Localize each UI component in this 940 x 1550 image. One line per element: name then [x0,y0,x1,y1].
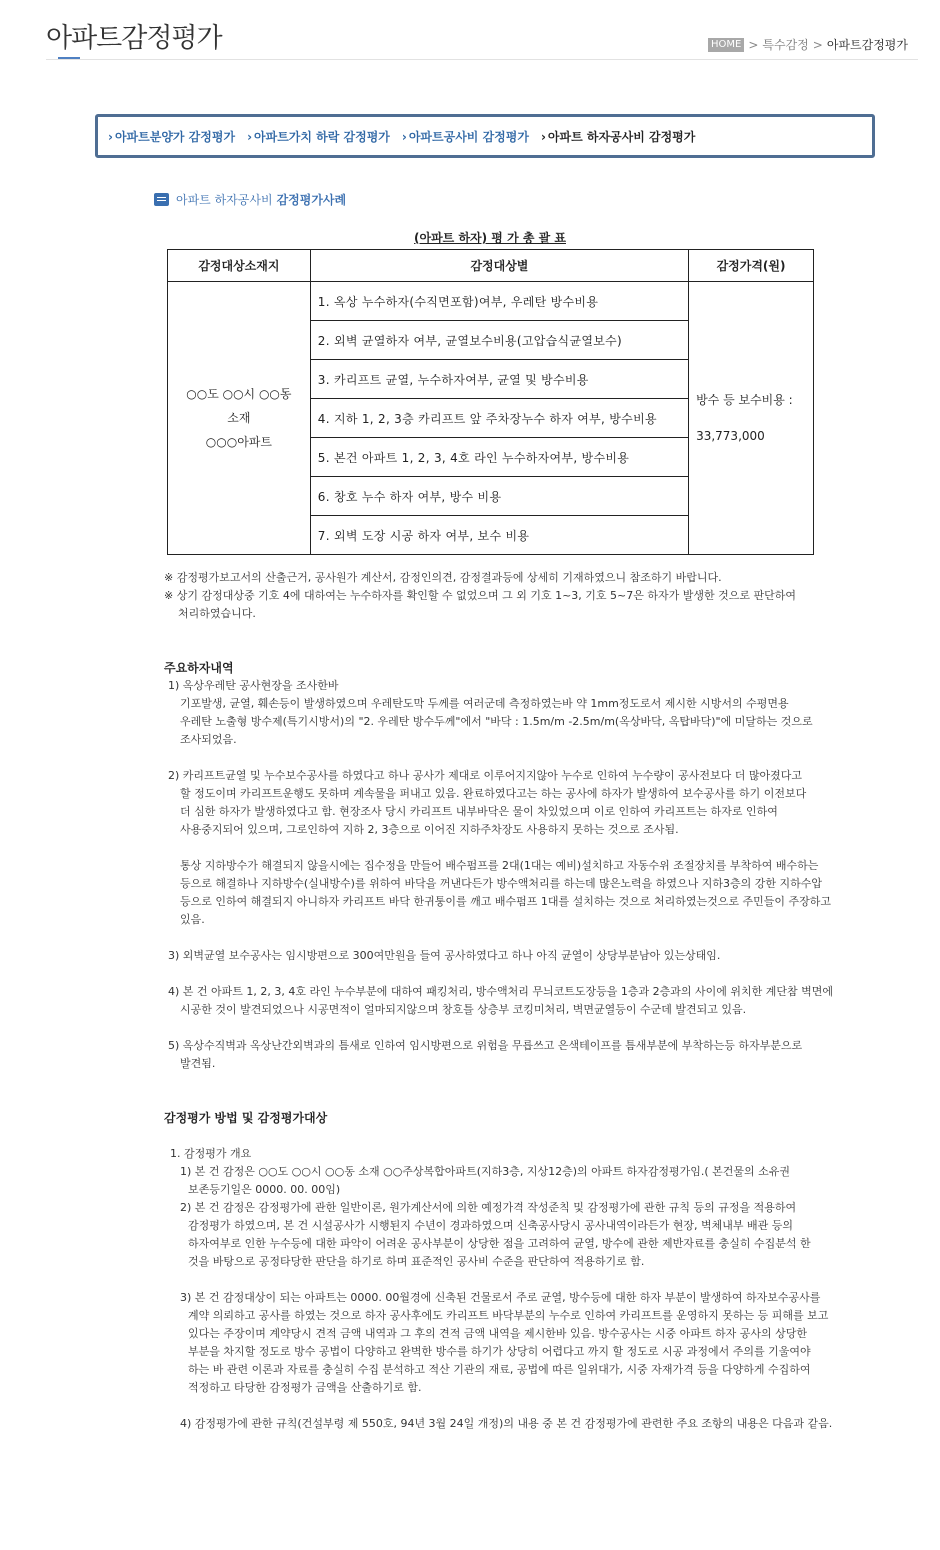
sub-tab-bar [95,114,875,158]
table-row [168,282,814,321]
item-cell: 1. 옥상 누수하자(수직면포함)여부, 우레탄 방수비용 [310,282,688,321]
item-cell: 2. 외벽 균열하자 여부, 균열보수비용(고압습식균열보수) [310,321,688,360]
defect-line: 기포발생, 균열, 훼손등이 발생하였으며 우레탄도막 두께를 여러군데 측정하였는바 약 1mm정도로서 제시한 시방서의 수평면용 [180,697,789,710]
page-title: 아파트감정평가 [46,23,222,54]
chevron-right-icon: › [108,129,113,144]
method-line: 적정하고 타당한 감정평가 금액을 산출하기로 함. [188,1381,422,1394]
notes [164,569,844,623]
table-header-row [168,250,814,282]
defect-line: 1) 옥상우레탄 공사현장을 조사한바 [168,679,339,692]
method-line: 것을 바탕으로 공정타당한 판단을 하기로 하며 표준적인 공사비 수준을 판단하여 적용하기로 함. [188,1255,645,1268]
column-header-items: 감정대상별 [310,250,688,282]
note-line: 처리하였습니다. [178,607,256,620]
defect-line: 통상 지하방수가 해결되지 않을시에는 집수정을 만들어 배수펌프를 2대(1대는 예비)설치하고 자동수위 조절장치를 부착하여 배수하는 [180,859,819,872]
title-divider [46,59,918,60]
defect-line: 우레탄 노출형 방수제(특기시방서)의 "2. 우레탄 방수두께"에서 "바닥 : 1.5m/m -2.5m/m(옥상바닥, 옥탑바닥)"에 미달하는 것으로 [180,715,813,728]
table-title: (아파트 하자) 평 가 총 괄 표 [414,231,566,245]
location-line: ○○도 ○○시 ○○동 [186,387,292,401]
method-section [164,1109,876,1433]
breadcrumb-current: 아파트감정평가 [826,38,908,52]
item-cell: 4. 지하 1, 2, 3층 카리프트 앞 주차장누수 하자 여부, 방수비용 [310,399,688,438]
breadcrumb [708,36,908,53]
chevron-right-icon: › [247,129,253,144]
defect-line: 더 심한 하자가 발생하였다고 함. 현장조사 당시 카리프트 내부바닥은 물이 차있었으며 이로 인하여 카리프트는 하자로 인하여 [180,805,778,818]
method-line: 하자여부로 인한 누수등에 대한 파악이 어려운 공사부분이 상당한 점을 고려하여 균열, 방수에 관한 제반자료를 충실히 수집분석 한 [188,1237,811,1250]
chevron-right-icon: > [748,37,759,52]
item-cell: 7. 외벽 도장 시공 하자 여부, 보수 비용 [310,516,688,555]
defects-section [164,659,876,1073]
breadcrumb-home-link[interactable]: HOME [708,38,744,52]
method-line: 계약 의뢰하고 공사를 하였는 것으로 하자 공사후에도 카리프트 바닥부분의 누수로 인하여 카리프트를 운영하지 못하는 등 피해를 보고 [188,1309,829,1322]
location-line: ○○○아파트 [205,435,272,449]
note-line: ※ 상기 감정대상중 기호 4에 대하여는 누수하자를 확인할 수 없었으며 그 외 기호 1~3, 기호 5~7은 하자가 발생한 것으로 판단하여 [164,589,796,602]
defect-line: 3) 외벽균열 보수공사는 임시방편으로 300여만원을 들여 공사하였다고 하나 아직 균열이 상당부분남아 있는상태임. [168,949,721,962]
item-cell: 3. 카리프트 균열, 누수하자여부, 균열 및 방수비용 [310,360,688,399]
section-header [154,191,346,208]
section-label-bold: 감정평가사례 [276,193,347,207]
method-line: 3) 본 건 감정대상이 되는 아파트는 0000. 00월경에 신축된 건물로서 주로 균열, 방수등에 대한 하자 부분이 발생하여 하자보수공사를 [180,1291,821,1304]
defect-line: 할 정도이며 카리프트운행도 못하며 계속물을 퍼내고 있음. 완료하였다고는 하는 공사에 하자가 발생하여 보수공사를 하기 이전보다 [180,787,807,800]
method-line: 감정평가 하였으며, 본 건 시설공사가 시행된지 수년이 경과하였으며 신축공사당시 공사내역이라든가 현장, 벽체내부 배관 등의 [188,1219,793,1232]
defect-line: 4) 본 건 아파트 1, 2, 3, 4호 라인 누수부분에 대하여 패킹처리, 방수액처리 무늬코트도장등을 1층과 2층과의 사이에 위치한 계단참 벽면에 [168,985,833,998]
defect-line: 있음. [180,913,205,926]
chevron-right-icon: › [540,129,546,144]
method-line: 1) 본 건 감정은 ○○도 ○○시 ○○동 소재 ○○주상복합아파트(지하3층, 지상12층)의 아파트 하자감정평가임.( 본건물의 소유권 [180,1165,791,1178]
column-header-price: 감정가격(원) [689,250,814,282]
tab-label: 아파트가치 하락 감정평가 [254,129,390,144]
location-cell [168,282,311,555]
method-line: 부분을 차지할 정도로 방수 공법이 다양하고 완벽한 방수를 하기가 상당히 어렵다고 까지 할 정도로 시공 과정에서 주의를 기울여야 [188,1345,811,1358]
section-label: 아파트 하자공사비 [176,193,273,207]
document-list-icon [154,193,169,206]
tab-presale-appraisal[interactable] [108,128,235,145]
item-cell: 5. 본건 아파트 1, 2, 3, 4호 라인 누수하자여부, 방수비용 [310,438,688,477]
method-line: 2) 본 건 감정은 감정평가에 관한 일반이론, 원가계산서에 의한 예정가격 작성준칙 및 감정평가에 관한 규칙 등의 규정을 적용하여 [180,1201,797,1214]
defects-heading: 주요하자내역 [164,661,234,675]
defect-line: 5) 옥상수직벽과 옥상난간외벽과의 틈새로 인하여 임시방편으로 위험을 무릅쓰고 은색테이프를 틈새부분에 부착하는등 하자부분으로 [168,1039,803,1052]
method-line: 있다는 주장이며 계약당시 견적 금액 내역과 그 후의 견적 금액 내역을 제시한바 있음. 방수공사는 시중 아파트 하자 공사의 상당한 [188,1327,807,1340]
price-cell [689,282,814,555]
method-line: 하는 바 관련 이론과 자료를 충실히 수집 분석하고 적산 기관의 재료, 공법에 따른 일위대가, 시중 자재가격 등을 다양하게 수집하여 [188,1363,811,1376]
tab-label: 아파트 하자공사비 감정평가 [547,129,696,144]
defect-line: 2) 카리프트균열 및 누수보수공사를 하였다고 하나 공사가 제대로 이루어지지않아 누수로 인하여 누수량이 공사전보다 더 많아졌다고 [168,769,803,782]
defect-line: 사용중지되어 있으며, 그로인하여 지하 2, 3층으로 이어진 지하주차장도 사용하지 못하는 것으로 조사됨. [180,823,679,836]
tab-label: 아파트분양가 감정평가 [114,129,236,144]
appraisal-summary-table [167,249,814,555]
price-value: 33,773,000 [696,429,765,443]
tab-label: 아파트공사비 감정평가 [408,129,529,144]
column-header-location: 감정대상소재지 [168,250,311,282]
defect-line: 등으로 인하여 해결되지 아니하자 카리프트 바닥 한귀퉁이를 깨고 배수펌프 1대를 설치하는 것으로 처리하였는것으로 주민들이 주장하고 [180,895,832,908]
method-line: 4) 감정평가에 관한 규칙(건설부령 제 550호, 94년 3월 24일 개정)의 내용 중 본 건 감정평가에 관련한 주요 조항의 내용은 다음과 같음. [180,1417,833,1430]
breadcrumb-level1-link[interactable]: 특수감정 [762,38,809,52]
defect-line: 조사되었음. [180,733,237,746]
method-line: 보존등기일은 0000. 00. 00임) [188,1183,341,1196]
defect-line: 발견됨. [180,1057,216,1070]
chevron-right-icon: > [812,37,823,52]
tab-construction-cost-appraisal[interactable] [402,128,529,145]
method-heading: 감정평가 방법 및 감정평가대상 [164,1111,328,1125]
title-accent-bar [58,57,80,59]
item-cell: 6. 창호 누수 하자 여부, 방수 비용 [310,477,688,516]
location-line: 소재 [227,411,251,425]
defect-line: 등으로 해결하나 지하방수(실내방수)를 위하여 바닥을 꺼낸다든가 방수액처리를 하는데 많은노력을 하였으나 지하3층의 강한 지하수압 [180,877,822,890]
tab-value-decline-appraisal[interactable] [247,128,390,145]
tab-defect-cost-appraisal[interactable] [541,128,695,145]
defect-line: 시공한 것이 발견되었으나 시공면적이 얼마되지않으며 창호틀 상층부 코킹미처리, 벽면균열등이 수군데 발견되고 있음. [180,1003,747,1016]
chevron-right-icon: › [401,129,407,144]
method-line: 1. 감정평가 개요 [170,1147,252,1160]
note-line: ※ 감정평가보고서의 산출근거, 공사원가 계산서, 감정인의견, 감정결과등에 상세히 기재하였으니 참조하기 바랍니다. [164,571,722,584]
price-label: 방수 등 보수비용 : [696,393,793,407]
